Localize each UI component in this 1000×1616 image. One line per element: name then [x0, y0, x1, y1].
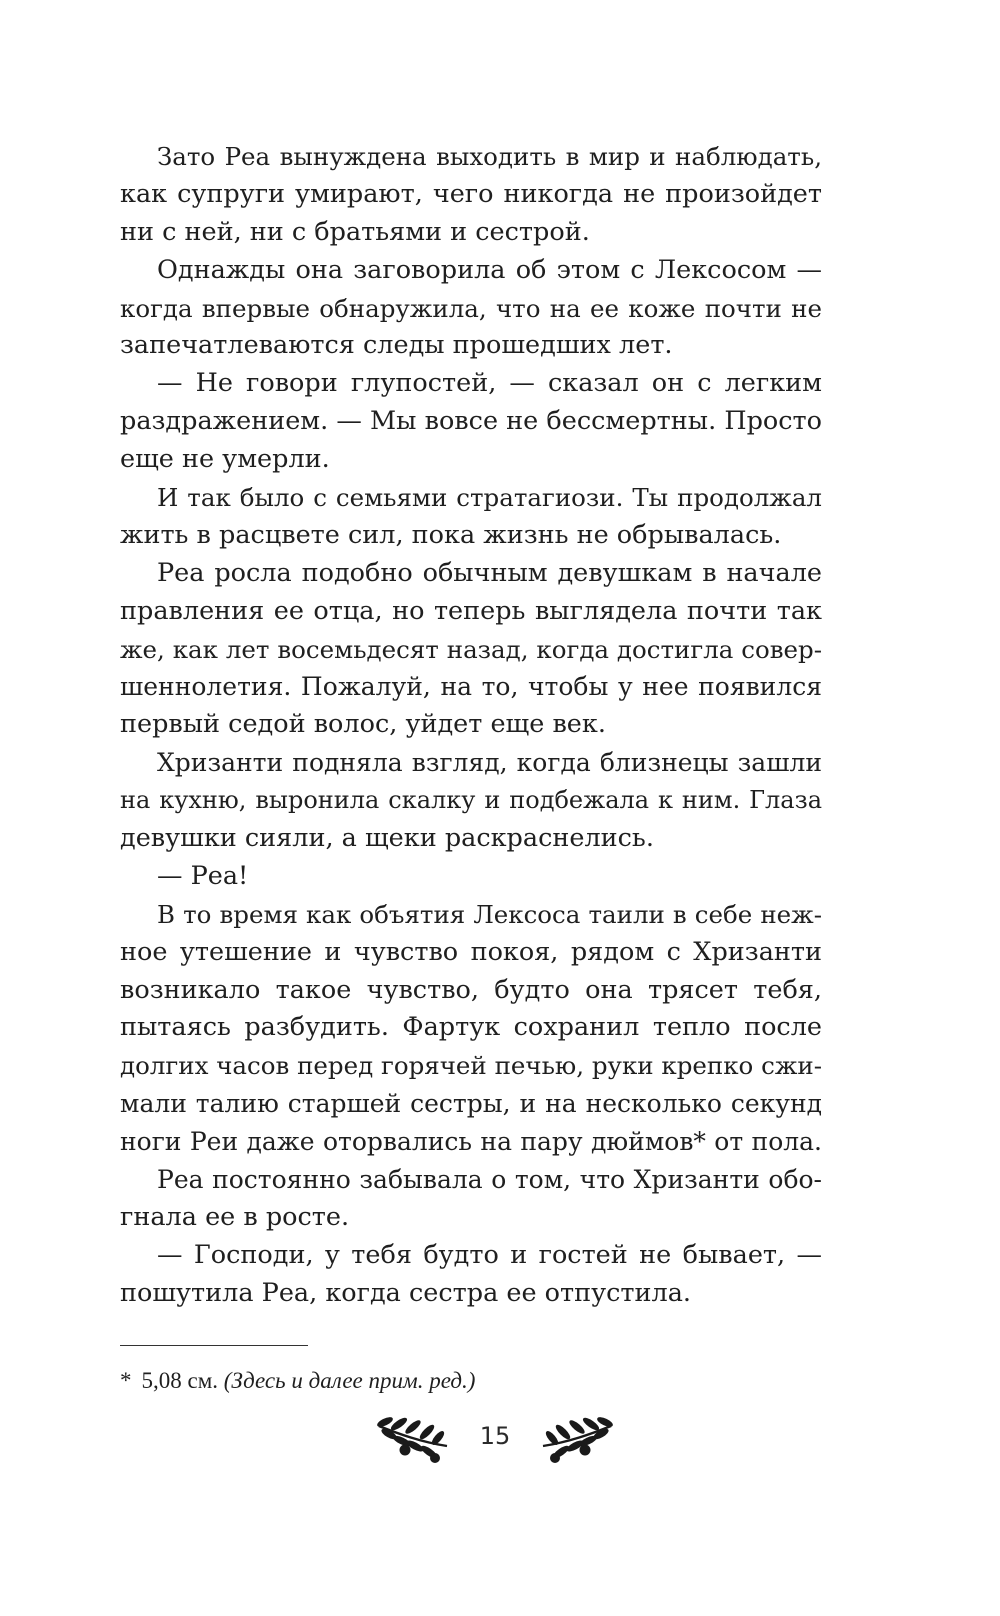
- footnote-marker: *: [120, 1368, 132, 1393]
- text-line: — Господи, у тебя будто и гостей не бывает, —: [157, 1239, 822, 1270]
- text-line: пытаясь разбудить. Фартук сохранил тепло после: [120, 1012, 822, 1043]
- text-line: пошутила Реа, когда сестра ее отпустила.: [120, 1277, 692, 1308]
- text-line: девушки сияли, а щеки раскраснелись.: [120, 823, 654, 854]
- text-line: Реа росла подобно обычным девушкам в начале: [157, 557, 822, 588]
- text-line: на кухню, выронила скалку и подбежала к ним. Глаза: [120, 786, 822, 815]
- text-line: И так было с семьями стратагиози. Ты продолжал: [157, 483, 822, 513]
- text-line: В то время как объятия Лексоса таили в себе неж-: [157, 899, 822, 929]
- page-folio: [375, 1412, 615, 1472]
- text-line: Реа постоянно забывала о том, что Хризанти обо-: [157, 1165, 822, 1195]
- text-line: же, как лет восемьдесят назад, когда достигла совер-: [120, 634, 822, 664]
- text-line: возникало такое чувство, будто она трясет тебя,: [120, 974, 822, 1005]
- text-line: когда впервые обнаружила, что на ее коже почти не: [120, 293, 822, 323]
- text-line: — Реа!: [157, 860, 249, 891]
- text-line: жить в расцвете сил, пока жизнь не обрывалась.: [120, 519, 782, 550]
- text-line: раздражением. — Мы вовсе не бессмертны. Просто: [120, 406, 822, 437]
- text-line: ноги Реи даже оторвались на пару дюймов* от пола.: [120, 1127, 822, 1157]
- text-line: шеннолетия. Пожалуй, на то, чтобы у нее появился: [120, 672, 822, 702]
- text-line: ни с ней, ни с братьями и сестрой.: [120, 216, 590, 247]
- text-line: Хризанти подняла взгляд, когда близнецы зашли: [157, 748, 822, 778]
- text-line: гнала ее в росте.: [120, 1201, 350, 1232]
- text-line: первый седой волос, уйдет еще век.: [120, 709, 606, 740]
- footnote: [120, 1368, 475, 1394]
- text-line: Однажды она заговорила об этом с Лексосом —: [157, 254, 822, 285]
- text-line: — Не говори глупостей, — сказал он с легким: [157, 368, 822, 399]
- text-line: еще не умерли.: [120, 444, 330, 475]
- text-line: как супруги умирают, чего никогда не произойдет: [120, 178, 822, 209]
- footnote-rule: [120, 1345, 308, 1346]
- olive-branch-left-icon: [375, 1412, 455, 1468]
- text-line: запечатлеваются следы прошедших лет.: [120, 330, 673, 361]
- text-line: ное утешение и чувство покоя, рядом с Хризанти: [120, 936, 822, 967]
- page-number: 15: [479, 1422, 511, 1450]
- footnote-note: (Здесь и далее прим. ред.): [223, 1368, 476, 1393]
- olive-branch-right-icon: [535, 1412, 615, 1468]
- text-line: Зато Реа вынуждена выходить в мир и наблюдать,: [157, 142, 822, 171]
- text-line: мали талию старшей сестры, и на несколько секунд: [120, 1089, 822, 1119]
- text-line: правления ее отца, но теперь выглядела почти так: [120, 595, 822, 626]
- body-text: [120, 138, 822, 1313]
- footnote-text: 5,08 см.: [141, 1368, 219, 1393]
- text-line: долгих часов перед горячей печью, руки крепко сжи-: [120, 1051, 822, 1081]
